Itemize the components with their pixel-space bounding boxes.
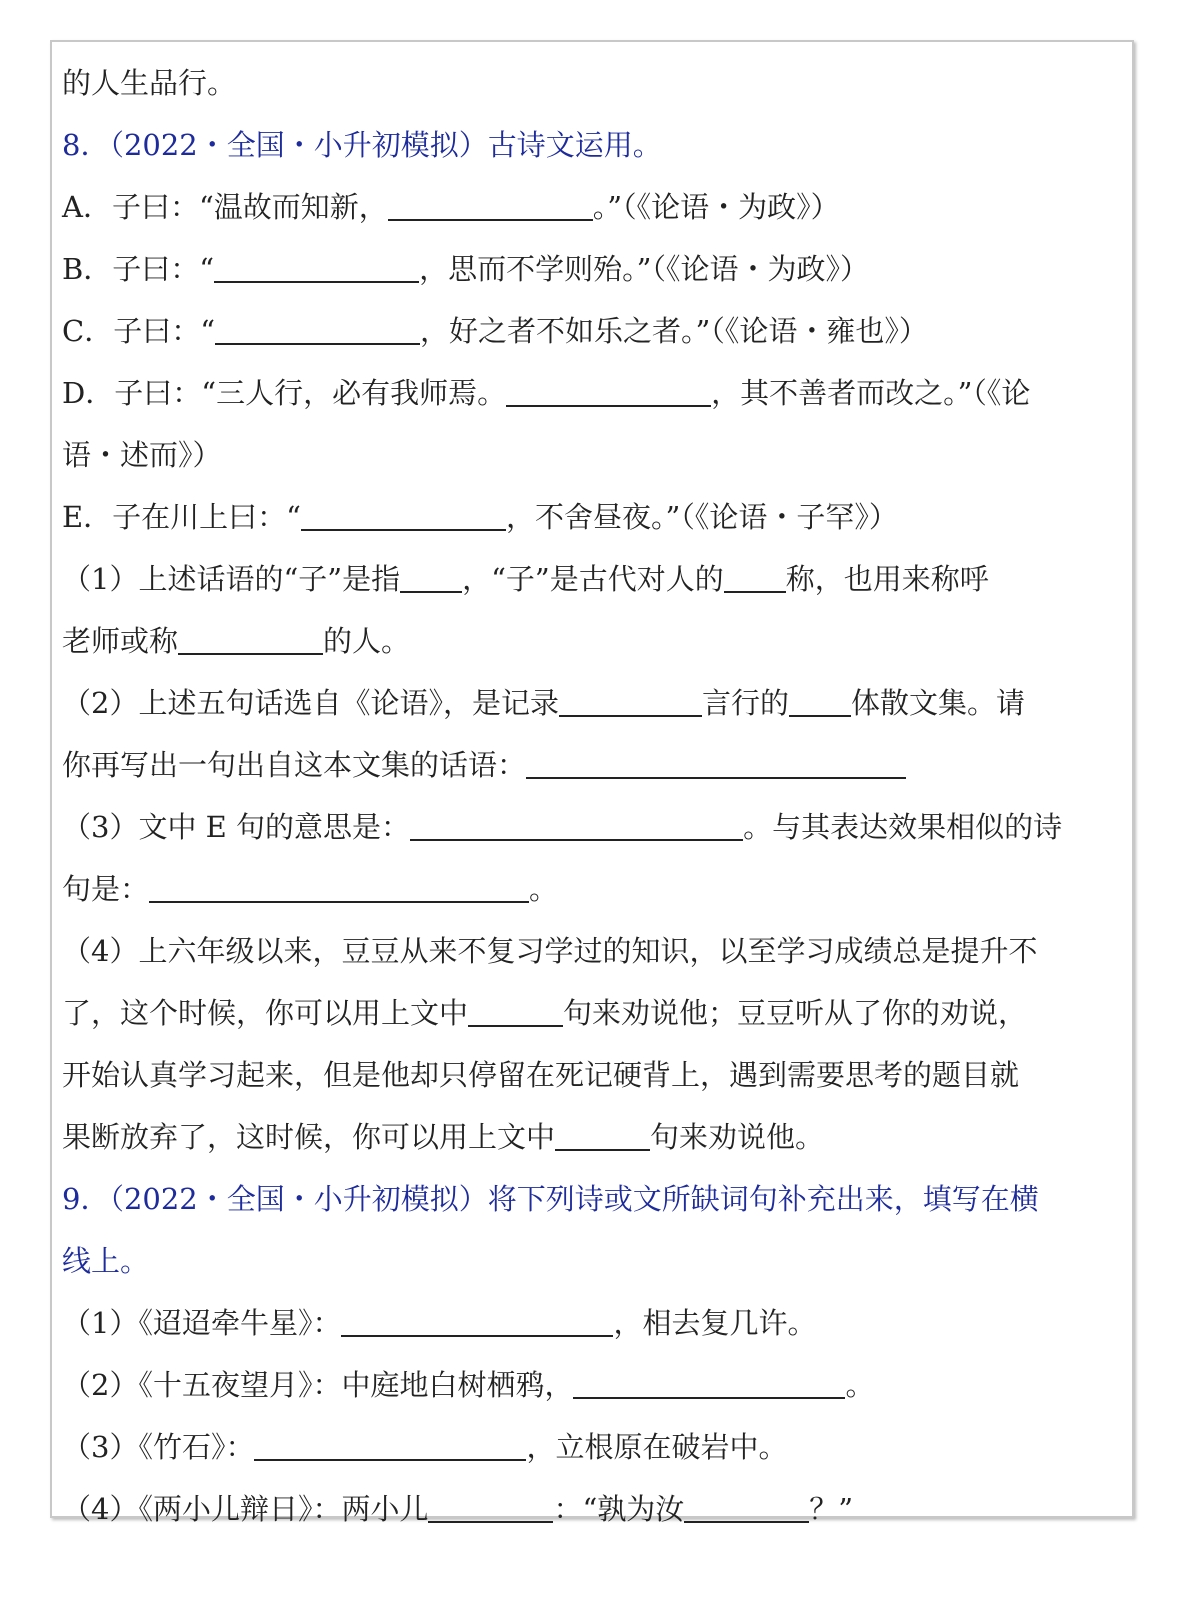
answer-blank[interactable]	[573, 1363, 845, 1399]
q8-sub-4-line-2: 了，这个时候，你可以用上文中 句来劝说他；豆豆听从了你的劝说，	[62, 982, 1122, 1044]
answer-blank[interactable]	[684, 1487, 809, 1523]
intro-line: 的人生品行。	[62, 66, 237, 100]
worksheet-content	[62, 52, 1122, 1540]
answer-blank[interactable]	[341, 1301, 613, 1337]
q8-item-d: D．子曰：“三人行，必有我师焉。 ，其不善者而改之。”（《论	[62, 362, 1122, 424]
answer-blank[interactable]	[214, 247, 419, 283]
answer-blank[interactable]	[301, 495, 506, 531]
q8-sub-3: （3）文中 E 句的意思是： 。与其表达效果相似的诗	[62, 796, 1122, 858]
answer-blank[interactable]	[506, 371, 711, 407]
q8-sub-2: （2）上述五句话选自《论语》，是记录 言行的 体散文集。请	[62, 672, 1122, 734]
answer-blank[interactable]	[178, 619, 323, 655]
q8-sub-1-continued: 老师或称 的人。	[62, 610, 1122, 672]
q9-item-2: （2）《十五夜望月》：中庭地白树栖鸦， 。	[62, 1354, 1122, 1416]
answer-blank[interactable]	[428, 1487, 553, 1523]
q8-item-a: A．子曰：“温故而知新， 。”（《论语・为政》）	[62, 176, 1122, 238]
answer-blank[interactable]	[410, 805, 743, 841]
q8-item-e: E．子在川上曰：“ ，不舍昼夜。”（《论语・子罕》）	[62, 486, 1122, 548]
q9-item-1: （1）《迢迢牵牛星》： ，相去复几许。	[62, 1292, 1122, 1354]
answer-blank[interactable]	[388, 185, 593, 221]
q8-sub-3-continued: 句是： 。	[62, 858, 1122, 920]
question-9-title-continued: 线上。	[62, 1244, 150, 1278]
answer-blank[interactable]	[215, 309, 420, 345]
answer-blank[interactable]	[559, 681, 702, 717]
q8-sub-2-continued: 你再写出一句出自这本文集的话语：	[62, 734, 1122, 796]
q8-sub-4-line-4: 果断放弃了，这时候，你可以用上文中 句来劝说他。	[62, 1106, 1122, 1168]
answer-blank[interactable]	[555, 1115, 650, 1151]
answer-blank[interactable]	[789, 681, 851, 717]
answer-blank[interactable]	[468, 991, 563, 1027]
q9-item-4: （4）《两小儿辩日》：两小儿 ：“孰为汝 ？”	[62, 1478, 1122, 1540]
q8-item-b: B．子曰：“ ，思而不学则殆。”（《论语・为政》）	[62, 238, 1122, 300]
q8-item-c: C．子曰：“ ，好之者不如乐之者。”（《论语・雍也》）	[62, 300, 1122, 362]
q8-sub-4-line-1: （4）上六年级以来，豆豆从来不复习学过的知识，以至学习成绩总是提升不	[62, 934, 1038, 968]
q9-item-3: （3）《竹石》： ，立根原在破岩中。	[62, 1416, 1122, 1478]
q8-item-d-continued: 语・述而》）	[62, 438, 222, 472]
answer-blank[interactable]	[149, 867, 529, 903]
answer-blank[interactable]	[254, 1425, 526, 1461]
answer-blank[interactable]	[526, 743, 906, 779]
q8-sub-1: （1）上述话语的“子”是指 ，“子”是古代对人的 称，也用来称呼	[62, 548, 1122, 610]
question-9-title: 9．（2022・全国・小升初模拟）将下列诗或文所缺词句补充出来，填写在横	[62, 1182, 1039, 1216]
answer-blank[interactable]	[724, 557, 786, 593]
answer-blank[interactable]	[400, 557, 462, 593]
q8-sub-4-line-3: 开始认真学习起来，但是他却只停留在死记硬背上，遇到需要思考的题目就	[62, 1058, 1020, 1092]
question-8-title: 8．（2022・全国・小升初模拟）古诗文运用。	[62, 128, 662, 162]
